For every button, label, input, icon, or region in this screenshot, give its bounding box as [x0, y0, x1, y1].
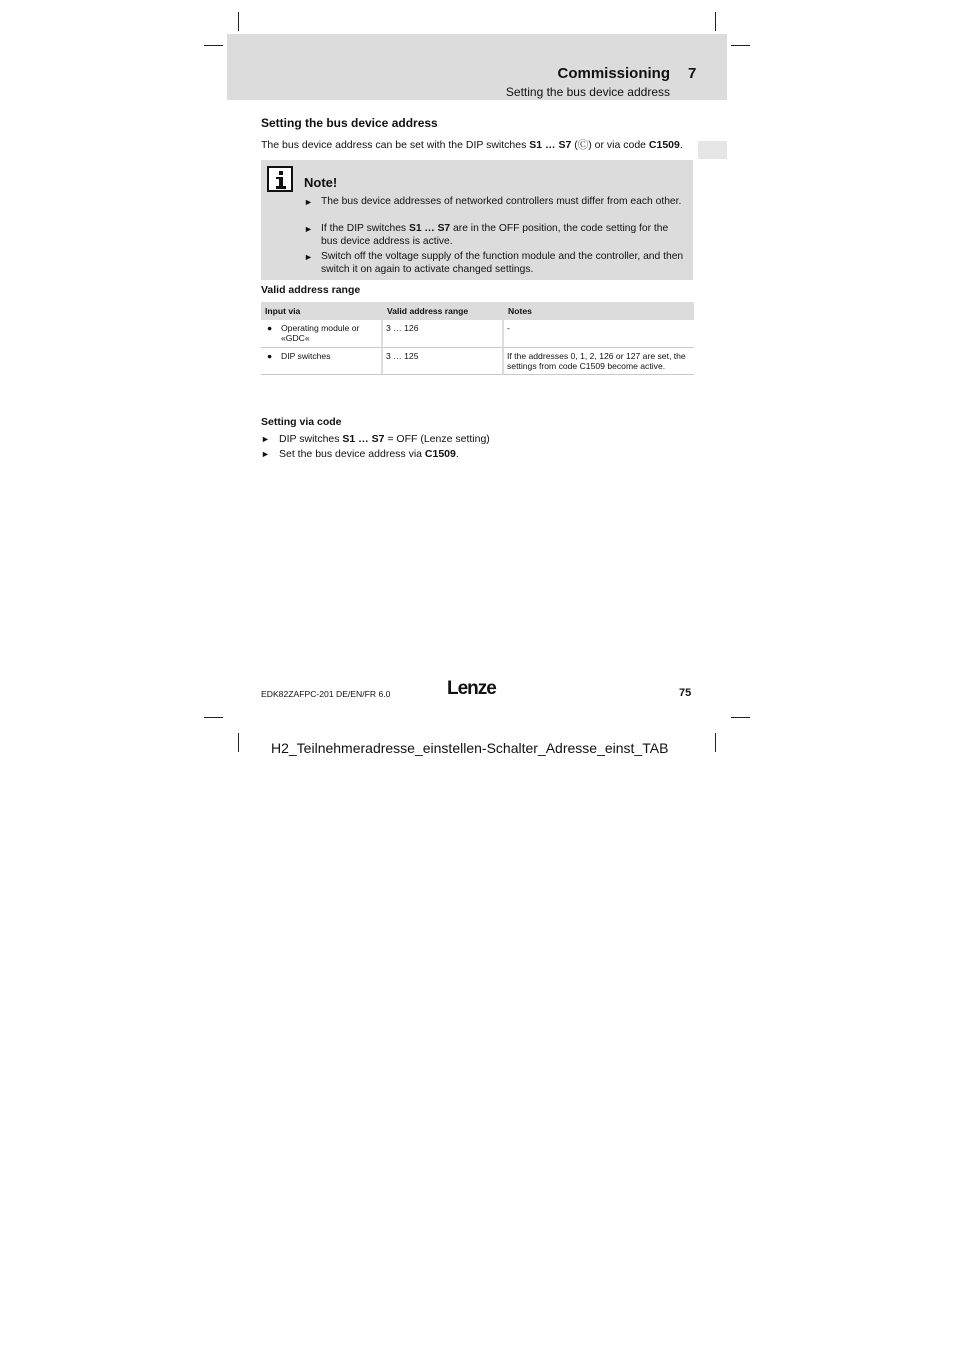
list-item: ► Set the bus device address via C1509. [261, 448, 459, 460]
arrow-right-icon: ► [304, 197, 313, 207]
crop-mark [715, 12, 716, 31]
arrow-right-icon: ► [261, 449, 270, 459]
lenze-logo: Lenze [447, 678, 496, 699]
crop-mark [204, 45, 223, 46]
crop-mark [731, 717, 750, 718]
valid-range-heading: Valid address range [261, 284, 361, 296]
intro-paragraph: The bus device address can be set with the DIP switches S1 … S7 (Ⓒ) or via code C1509. [261, 139, 683, 151]
crop-mark [204, 717, 223, 718]
file-tag: H2_Teilnehmeradresse_einstellen-Schalter_Adresse_einst_TAB [271, 740, 669, 756]
note-box [261, 160, 693, 280]
section-heading: Setting the bus device address [261, 116, 438, 130]
arrow-right-icon: ► [261, 434, 270, 444]
crop-mark [731, 45, 750, 46]
side-tab [698, 141, 727, 159]
note-title: Note! [304, 175, 338, 190]
crop-mark [715, 733, 716, 752]
crop-mark [238, 733, 239, 752]
crop-mark [238, 12, 239, 31]
chapter-number: 7 [688, 65, 697, 82]
table-row: ● Operating module or «GDC« 3 … 126 - [261, 320, 694, 348]
table-header: Input via [261, 302, 383, 320]
note-item: ► Switch off the voltage supply of the function module and the controller, and then switch it on again to activate changed settings. [304, 251, 684, 275]
bullet-icon: ● [267, 351, 273, 361]
arrow-right-icon: ► [304, 224, 313, 234]
chapter-subtitle: Setting the bus device address [505, 85, 670, 99]
address-range-table [261, 302, 694, 375]
table-header: Valid address range [383, 302, 504, 320]
document-id: EDK82ZAFPC-201 DE/EN/FR 6.0 [261, 689, 391, 699]
arrow-right-icon: ► [304, 252, 313, 262]
note-item: ► If the DIP switches S1 … S7 are in the OFF position, the code setting for the bus device address is active. [304, 223, 669, 247]
table-header: Notes [504, 302, 694, 320]
setting-via-code-heading: Setting via code [261, 416, 342, 428]
chapter-title: Commissioning [557, 65, 670, 82]
note-item: ► The bus device addresses of networked controllers must differ from each other. [304, 196, 682, 207]
table-row: ● DIP switches 3 … 125 If the addresses 0, 1, 2, 126 or 127 are set, the settings from code C1509 become active. [261, 348, 694, 375]
bullet-icon: ● [267, 323, 273, 333]
list-item: ► DIP switches S1 … S7 = OFF (Lenze setting) [261, 433, 490, 445]
page-number: 75 [679, 687, 692, 699]
info-icon [267, 166, 293, 192]
